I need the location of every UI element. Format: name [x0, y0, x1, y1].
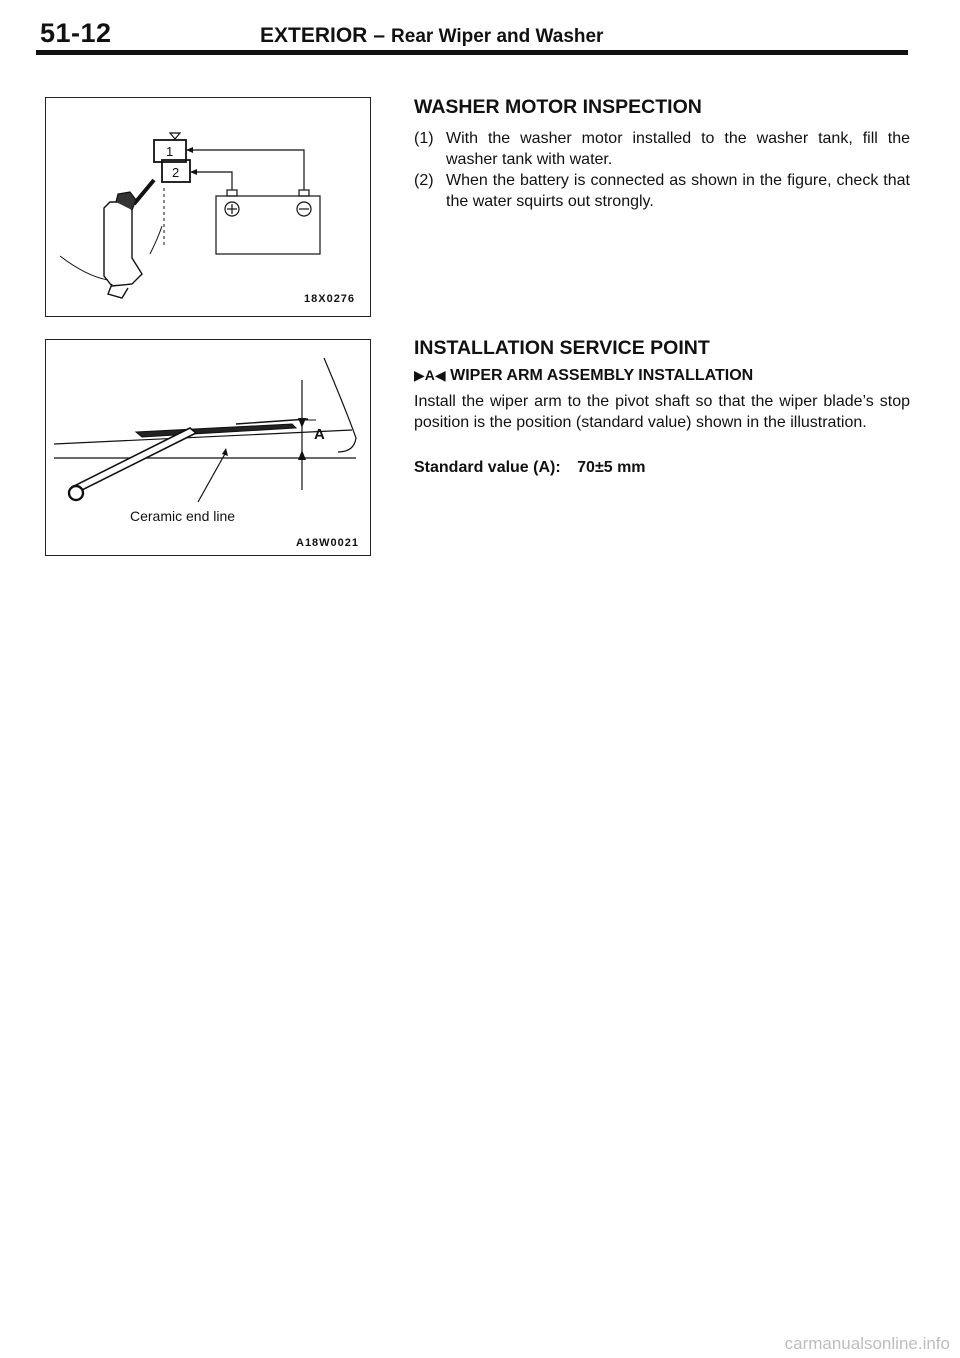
installation-service-point-heading: INSTALLATION SERVICE POINT — [414, 337, 710, 359]
step-text: When the battery is connected as shown in the figure, check that the water squirts out strongly. — [446, 172, 910, 210]
subsection-title: Rear Wiper and Washer — [391, 26, 604, 47]
figure-code: 18X0276 — [304, 293, 356, 305]
washer-motor-inspection-heading: WASHER MOTOR INSPECTION — [414, 96, 702, 118]
watermark: carmanualsonline.info — [784, 1334, 950, 1353]
terminal-1-label: 1 — [166, 144, 174, 159]
ceramic-end-line-caption: Ceramic end line — [130, 508, 236, 524]
dimension-a-label: A — [314, 426, 325, 443]
inspection-step — [414, 170, 910, 212]
inspection-step — [414, 128, 910, 170]
step-text: With the washer motor installed to the washer tank, fill the washer tank with water. — [446, 130, 910, 168]
step-number: (2) — [414, 172, 434, 189]
washer-motor-diagram — [46, 98, 372, 318]
wiper-arm-diagram — [46, 340, 372, 557]
wiper-arm-figure — [45, 339, 371, 556]
step-number: (1) — [414, 130, 434, 147]
terminal-2-label: 2 — [172, 165, 180, 180]
standard-value-label: Standard value (A): — [414, 459, 561, 476]
wiper-arm-installation-heading — [414, 367, 753, 385]
standard-value: 70±5 mm — [577, 459, 646, 476]
section-title: EXTERIOR — [260, 24, 368, 47]
installation-instructions: Install the wiper arm to the pivot shaft so that the wiper blade’s stop position is the position (standard value) shown in the illustration. — [414, 393, 910, 431]
figure-code: A18W0021 — [296, 537, 360, 549]
washer-motor-figure — [45, 97, 371, 317]
content-column — [414, 0, 910, 500]
standard-value-row — [414, 459, 646, 477]
service-point-marker: ▶A◀ — [414, 367, 446, 383]
sub-heading-text: WIPER ARM ASSEMBLY INSTALLATION — [450, 367, 754, 384]
title-separator: – — [373, 24, 386, 47]
page-number: 51-12 — [40, 18, 112, 48]
